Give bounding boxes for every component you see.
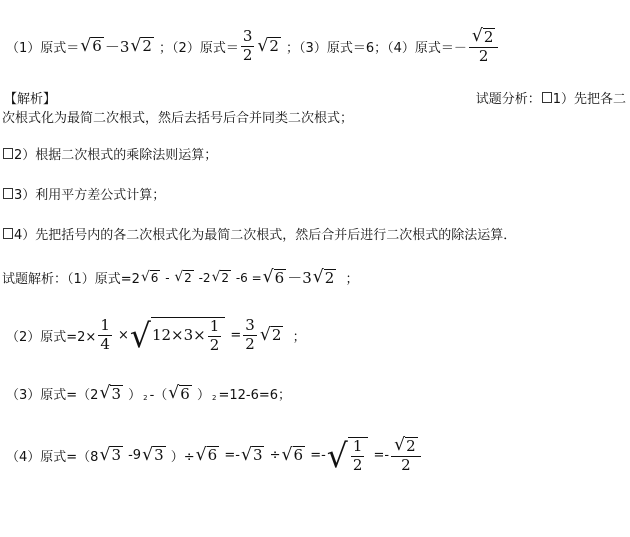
missing-glyph-icon — [3, 188, 13, 199]
jiexi-heading-line — [4, 88, 626, 107]
fenxi-line-2: 次根式化为最简二次根式，然后去括号后合并同类二次根式； — [2, 111, 354, 126]
fenxi-step-2: 2）根据二次根式的乘除法则运算； — [2, 144, 217, 163]
missing-glyph-icon — [3, 228, 13, 239]
answer-3-4-label: ；（3）原式＝6；（4）原式＝－ — [281, 40, 467, 56]
answer-1-expression: √ 6 －3 √ 2 — [80, 35, 152, 56]
answers-line — [6, 28, 500, 65]
missing-glyph-icon — [542, 92, 552, 103]
fenxi-step-4: 4）先把括号内的各二次根式化为最简二次根式，然后合并后进行二次根式的除法运算． — [2, 224, 516, 243]
solution-step-1: 试题解析：（1）原式=2 √ 6 - √ 2 -2 √ 2 -6 = √ 6 －3 √ 2 ； — [2, 266, 359, 287]
solution-step-4: （4）原式=（8 √ 3 -9 √ 3 ）÷ √ 6 =- √ 3 ÷ √ 6 =- √ $\frac{1}{2}$ =- √ 2 2 — [6, 437, 423, 474]
answer-2-label: ；（2）原式＝ — [154, 40, 239, 56]
answer-2-expression: $\frac{3}{2}$ √ 2 — [242, 27, 279, 64]
sqrt-2: √ 2 — [130, 35, 152, 56]
sqrt-6: √ 6 — [80, 35, 102, 56]
fenxi-step-3: 3）利用平方差公式计算； — [2, 184, 165, 203]
fenxi-step-1: 1）先把各二 — [552, 92, 626, 107]
answer-4-expression: √ 2 2 — [467, 28, 501, 65]
answer-1-label: （1）原式＝ — [6, 40, 80, 56]
missing-glyph-icon — [3, 148, 13, 159]
solution-step-3: （3）原式=（2 √ 3 ） 2 -（ √ 6 ） 2 =12-6=6； — [6, 382, 292, 403]
solution-step-2: （2）原式=2× $\frac{1}{4}$ × √ 12×3× $\frac{1}{2}$ = $\frac{3}{2}$ √ 2 ； — [6, 315, 306, 355]
fenxi-label: 试题分析： — [475, 92, 541, 107]
jiexi-heading: 【解析】 — [4, 92, 57, 107]
